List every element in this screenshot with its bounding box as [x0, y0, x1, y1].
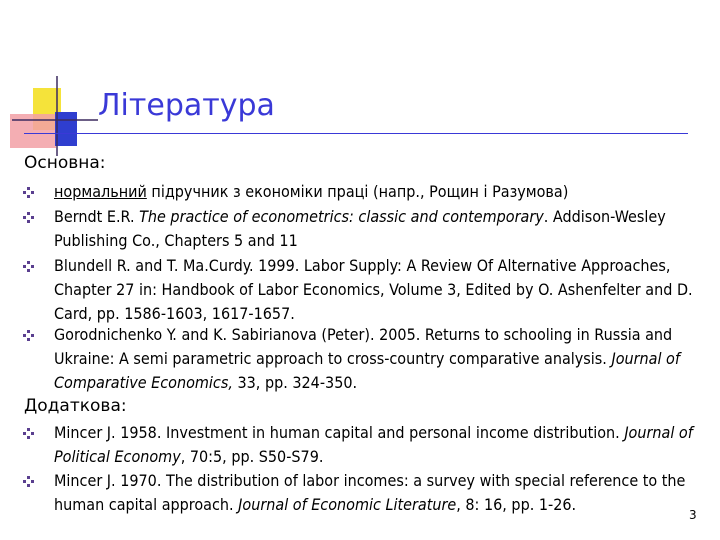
diamond-bullet-icon: [23, 428, 34, 439]
item-text: Mincer J. 1958. Investment in human capital and personal income distribution.: [54, 423, 625, 442]
item-title-italic: Journal of Comparative Economics,: [54, 349, 680, 392]
list-item: [54, 421, 694, 469]
item-text: . Addison-Wesley Publishing Co., Chapters 5 and 11: [54, 207, 666, 250]
item-title-italic: Journal of Political Economy: [54, 423, 693, 466]
item-text: підручник з економіки праці (напр., Рощин і Разумова): [146, 182, 569, 201]
section-main-label: Основна:: [24, 153, 106, 173]
item-text: Gorodnichenko Y. and K. Sabirianova (Peter). 2005. Returns to schooling in Russia and Ukraine: A semi parametric approach to cross-country comparative analysis.: [54, 325, 673, 368]
list-item: [54, 323, 694, 395]
page-number: 3: [689, 508, 697, 522]
item-title-italic: Journal of Economic Literature: [238, 495, 457, 514]
list-item: [54, 180, 694, 204]
item-text: 33, pp. 324-350.: [232, 373, 358, 392]
diamond-bullet-icon: [23, 261, 34, 272]
item-text: Berndt E.R.: [54, 207, 140, 226]
diamond-bullet-icon: [23, 476, 34, 487]
diamond-bullet-icon: [23, 330, 34, 341]
slide-title: Література: [98, 88, 275, 123]
item-title-italic: The practice of econometrics: classic and contemporary: [139, 207, 544, 226]
title-deco-icon: [0, 0, 100, 160]
item-text: , 8: 16, pp. 1-26.: [456, 495, 577, 514]
diamond-bullet-icon: [23, 212, 34, 223]
section-extra-label: Додаткова:: [24, 396, 127, 416]
list-item: [54, 254, 694, 326]
title-divider: [24, 133, 688, 134]
list-item: [54, 469, 694, 517]
list-item: [54, 205, 694, 253]
item-text: Blundell R. and T. Ma.Curdy. 1999. Labor Supply: A Review Of Alternative Approaches, Chapter 27 in: Handbook of Labor Economics, Volume 3, Edited by O. Ashenfelter and D. Card, pp. 1586-1603, 1617-1657.: [54, 256, 693, 323]
diamond-bullet-icon: [23, 187, 34, 198]
item-link-text[interactable]: нормальний: [54, 182, 147, 201]
item-text: , 70:5, pp. S50-S79.: [180, 447, 324, 466]
item-text: Mincer J. 1970. The distribution of labor incomes: a survey with special reference to the human capital approach.: [54, 471, 686, 514]
